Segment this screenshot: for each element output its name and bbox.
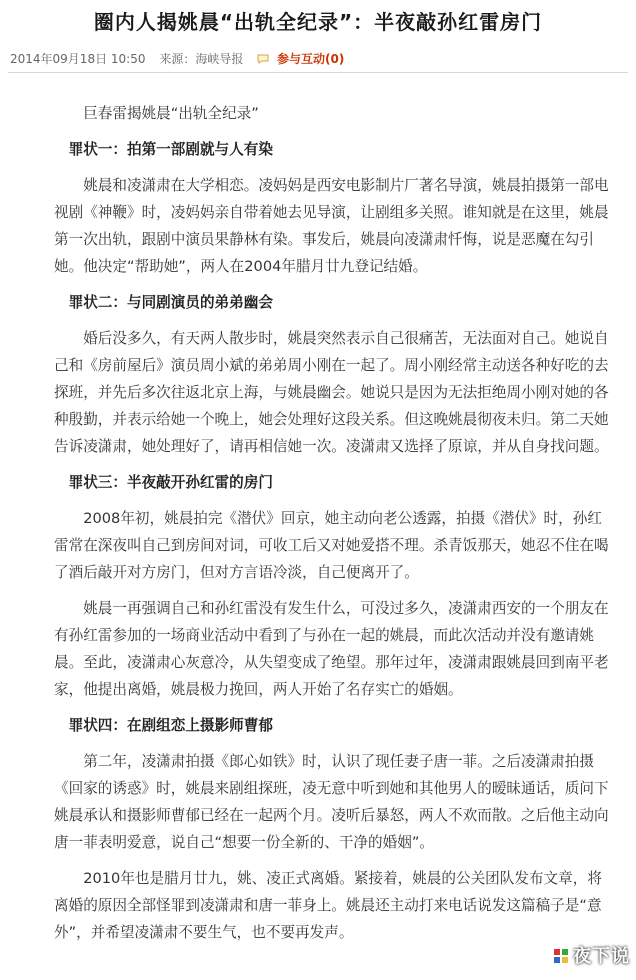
watermark-logo-icon xyxy=(553,948,569,964)
article-headline: 圈内人揭姚晨“出轨全纪录”：半夜敲孙红雷房门 xyxy=(93,10,543,34)
section-title-2: 罪状二：与同剧演员的弟弟幽会 xyxy=(68,294,273,311)
article-source: 来源：海峡导报 xyxy=(159,52,244,66)
paragraph: 姚晨和凌潇肃在大学相恋。凌妈妈是西安电影制片厂著名导演，姚晨拍摄第一部电视剧《神鞭》时，凌妈妈亲自带着她去见导演，让剧组多关照。谁知就是在这里，姚晨第一次出轨，跟剧中演员果静林有染。事发后，姚晨向凌潇肃忏悔，说是恶魔在勾引她。他决定“帮助她”，两人在2004年腊月廿九登记结婚。 xyxy=(54,177,609,275)
paragraph: 2008年初，姚晨拍完《潜伏》回京，她主动向老公透露，拍摄《潜伏》时，孙红雷常在深夜叫自己到房间对词，可收工后又对她爱搭不理。杀青饭那天，她忍不住在喝了酒后敲开对方房门，但对方言语冷淡，自己便离开了。 xyxy=(54,510,609,581)
comment-link[interactable]: 参与互动(0) xyxy=(276,52,345,66)
comment-bubble-icon xyxy=(257,54,271,64)
section-title-3: 罪状三：半夜敲开孙红雷的房门 xyxy=(68,474,273,491)
publish-date: 2014年09月18日 10:50 xyxy=(10,52,146,66)
paragraph: 婚后没多久，有天两人散步时，姚晨突然表示自己很痛苦，无法面对自己。她说自己和《房前屋后》演员周小斌的弟弟周小刚在一起了。周小刚经常主动送各种好吃的去探班，并先后多次往返北京上海，与姚晨幽会。她说只是因为无法拒绝周小刚对她的各种殷勤，并表示给她一个晚上，她会处理好这段关系。但这晚姚晨彻夜未归。第二天她告诉凌潇肃，她处理好了，请再相信她一次。凌潇肃又选择了原谅，并从自身找问题。 xyxy=(54,330,609,455)
paragraph: 姚晨一再强调自己和孙红雷没有发生什么，可没过多久，凌潇肃西安的一个朋友在有孙红雷参加的一场商业活动中看到了与孙在一起的姚晨，而此次活动并没有邀请姚晨。至此，凌潇肃心灰意冷，从失望变成了绝望。那年过年，凌潇肃跟姚晨回到南平老家，他提出离婚，姚晨极力挽回，两人开始了名存实亡的婚姻。 xyxy=(54,600,609,698)
article-meta xyxy=(10,50,344,67)
section-title-4: 罪状四：在剧组恋上摄影师曹郁 xyxy=(68,717,273,734)
article-body xyxy=(54,100,614,955)
section-title-1: 罪状一：拍第一部剧就与人有染 xyxy=(68,141,273,158)
paragraph: 第二年，凌潇肃拍摄《郎心如铁》时，认识了现任妻子唐一菲。之后凌潇肃拍摄《回家的诱惑》时，姚晨来剧组探班，凌无意中听到她和其他男人的暧昧通话，质问下姚晨承认和摄影师曹郁已经在一起两个月。凌听后暴怒，两人不欢而散。之后他主动向唐一菲表明爱意，说自己“想要一份全新的、干净的婚姻”。 xyxy=(54,753,609,851)
paragraph: 2010年也是腊月廿九，姚、凌正式离婚。紧接着，姚晨的公关团队发布文章，将离婚的原因全部怪罪到凌潇肃和唐一菲身上。姚晨还主动打来电话说发这篇稿子是“意外”，并希望凌潇肃不要生气，也不要再发声。 xyxy=(54,870,602,941)
watermark xyxy=(553,942,630,968)
watermark-text: 夜下说 xyxy=(573,946,630,967)
header-divider xyxy=(8,72,628,73)
article-lead: 巨春雷揭姚晨“出轨全纪录” xyxy=(83,105,259,122)
